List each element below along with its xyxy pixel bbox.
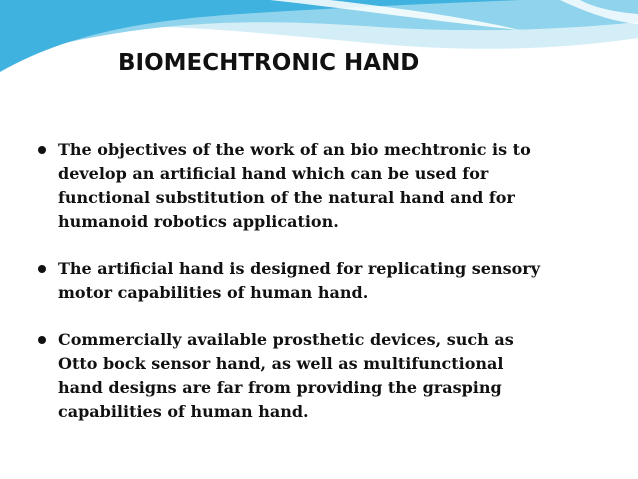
slide-title: BIOMECHTRONIC HAND xyxy=(118,50,420,76)
bullet-line: The artificial hand is designed for replicating sensory xyxy=(58,259,540,278)
bullet-line: hand designs are far from providing the grasping xyxy=(58,378,502,397)
bullet-dot-icon xyxy=(38,265,46,273)
bullet-line: Commercially available prosthetic devices, such as xyxy=(58,330,514,349)
header-wave-decoration xyxy=(0,0,638,90)
bullet-item-design xyxy=(38,257,628,305)
bullet-line: develop an artificial hand which can be used for xyxy=(58,164,489,183)
bullet-line: humanoid robotics application. xyxy=(58,212,339,231)
bullet-dot-icon xyxy=(38,146,46,154)
bullet-line: motor capabilities of human hand. xyxy=(58,283,369,302)
bullet-item-objectives xyxy=(38,138,628,234)
bullet-dot-icon xyxy=(38,336,46,344)
bullet-list xyxy=(38,138,628,424)
bullet-line: The objectives of the work of an bio mechtronic is to xyxy=(58,140,531,159)
bullet-line: Otto bock sensor hand, as well as multifunctional xyxy=(58,354,504,373)
bullet-line: capabilities of human hand. xyxy=(58,402,309,421)
bullet-line: functional substitution of the natural hand and for xyxy=(58,188,515,207)
bullet-item-commercial xyxy=(38,328,628,424)
